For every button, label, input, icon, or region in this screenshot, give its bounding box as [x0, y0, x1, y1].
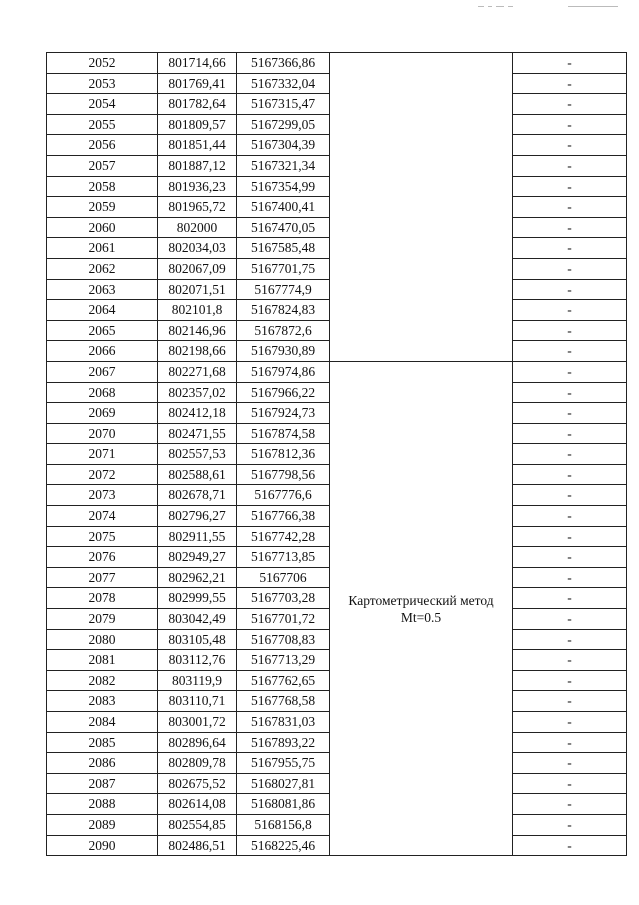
y-coordinate-cell: 5167812,36 [237, 444, 330, 465]
x-coordinate-cell: 803110,71 [158, 691, 237, 712]
accuracy-cell: - [513, 773, 627, 794]
x-coordinate-cell: 803001,72 [158, 712, 237, 733]
point-number-cell: 2067 [47, 361, 158, 382]
point-number-cell: 2086 [47, 753, 158, 774]
accuracy-cell: - [513, 94, 627, 115]
accuracy-cell: - [513, 485, 627, 506]
accuracy-cell: - [513, 629, 627, 650]
x-coordinate-cell: 802896,64 [158, 732, 237, 753]
x-coordinate-cell: 801782,64 [158, 94, 237, 115]
x-coordinate-cell: 801714,66 [158, 53, 237, 74]
y-coordinate-cell: 5168081,86 [237, 794, 330, 815]
y-coordinate-cell: 5167354,99 [237, 176, 330, 197]
y-coordinate-cell: 5167924,73 [237, 403, 330, 424]
y-coordinate-cell: 5167955,75 [237, 753, 330, 774]
y-coordinate-cell: 5167470,05 [237, 217, 330, 238]
x-coordinate-cell: 801769,41 [158, 73, 237, 94]
x-coordinate-cell: 802357,02 [158, 382, 237, 403]
y-coordinate-cell: 5167701,72 [237, 609, 330, 630]
y-coordinate-cell: 5168225,46 [237, 835, 330, 856]
accuracy-cell: - [513, 444, 627, 465]
accuracy-cell: - [513, 341, 627, 362]
x-coordinate-cell: 802271,68 [158, 361, 237, 382]
accuracy-cell: - [513, 114, 627, 135]
y-coordinate-cell: 5167713,85 [237, 547, 330, 568]
accuracy-cell: - [513, 279, 627, 300]
y-coordinate-cell: 5167930,89 [237, 341, 330, 362]
y-coordinate-cell: 5167768,58 [237, 691, 330, 712]
point-number-cell: 2087 [47, 773, 158, 794]
point-number-cell: 2084 [47, 712, 158, 733]
method-accuracy: Mt=0.5 [400, 609, 442, 625]
method-cell-empty [330, 53, 513, 362]
accuracy-cell: - [513, 53, 627, 74]
y-coordinate-cell: 5167701,75 [237, 258, 330, 279]
point-number-cell: 2066 [47, 341, 158, 362]
x-coordinate-cell: 802949,27 [158, 547, 237, 568]
x-coordinate-cell: 801965,72 [158, 197, 237, 218]
accuracy-cell: - [513, 320, 627, 341]
y-coordinate-cell: 5167966,22 [237, 382, 330, 403]
point-number-cell: 2056 [47, 135, 158, 156]
accuracy-cell: - [513, 258, 627, 279]
y-coordinate-cell: 5167366,86 [237, 53, 330, 74]
method-name: Картометрический метод [348, 592, 494, 608]
y-coordinate-cell: 5167299,05 [237, 114, 330, 135]
x-coordinate-cell: 803105,48 [158, 629, 237, 650]
x-coordinate-cell: 802962,21 [158, 567, 237, 588]
accuracy-cell: - [513, 588, 627, 609]
point-number-cell: 2065 [47, 320, 158, 341]
x-coordinate-cell: 802588,61 [158, 464, 237, 485]
point-number-cell: 2088 [47, 794, 158, 815]
y-coordinate-cell: 5167774,9 [237, 279, 330, 300]
accuracy-cell: - [513, 464, 627, 485]
accuracy-cell: - [513, 423, 627, 444]
accuracy-cell: - [513, 382, 627, 403]
x-coordinate-cell: 802554,85 [158, 814, 237, 835]
accuracy-cell: - [513, 547, 627, 568]
point-number-cell: 2089 [47, 814, 158, 835]
accuracy-cell: - [513, 650, 627, 671]
point-number-cell: 2081 [47, 650, 158, 671]
point-number-cell: 2076 [47, 547, 158, 568]
y-coordinate-cell: 5167831,03 [237, 712, 330, 733]
y-coordinate-cell: 5167708,83 [237, 629, 330, 650]
accuracy-cell: - [513, 814, 627, 835]
x-coordinate-cell: 802101,8 [158, 300, 237, 321]
accuracy-cell: - [513, 135, 627, 156]
x-coordinate-cell: 802146,96 [158, 320, 237, 341]
point-number-cell: 2061 [47, 238, 158, 259]
point-number-cell: 2069 [47, 403, 158, 424]
accuracy-cell: - [513, 753, 627, 774]
accuracy-cell: - [513, 732, 627, 753]
table-row [47, 53, 627, 74]
point-number-cell: 2085 [47, 732, 158, 753]
y-coordinate-cell: 5167974,86 [237, 361, 330, 382]
accuracy-cell: - [513, 176, 627, 197]
point-number-cell: 2068 [47, 382, 158, 403]
accuracy-cell: - [513, 526, 627, 547]
y-coordinate-cell: 5167315,47 [237, 94, 330, 115]
x-coordinate-cell: 802067,09 [158, 258, 237, 279]
x-coordinate-cell: 802412,18 [158, 403, 237, 424]
point-number-cell: 2083 [47, 691, 158, 712]
accuracy-cell: - [513, 197, 627, 218]
point-number-cell: 2057 [47, 155, 158, 176]
accuracy-cell: - [513, 73, 627, 94]
x-coordinate-cell: 802034,03 [158, 238, 237, 259]
point-number-cell: 2059 [47, 197, 158, 218]
y-coordinate-cell: 5167713,29 [237, 650, 330, 671]
accuracy-cell: - [513, 217, 627, 238]
method-cell [330, 361, 513, 855]
x-coordinate-cell: 802471,55 [158, 423, 237, 444]
y-coordinate-cell: 5167706 [237, 567, 330, 588]
y-coordinate-cell: 5167776,6 [237, 485, 330, 506]
x-coordinate-cell: 801809,57 [158, 114, 237, 135]
x-coordinate-cell: 803042,49 [158, 609, 237, 630]
accuracy-cell: - [513, 670, 627, 691]
y-coordinate-cell: 5167893,22 [237, 732, 330, 753]
x-coordinate-cell: 802675,52 [158, 773, 237, 794]
point-number-cell: 2053 [47, 73, 158, 94]
table-row [47, 361, 627, 382]
x-coordinate-cell: 802614,08 [158, 794, 237, 815]
point-number-cell: 2064 [47, 300, 158, 321]
x-coordinate-cell: 802198,66 [158, 341, 237, 362]
point-number-cell: 2077 [47, 567, 158, 588]
x-coordinate-cell: 801887,12 [158, 155, 237, 176]
x-coordinate-cell: 802071,51 [158, 279, 237, 300]
y-coordinate-cell: 5168027,81 [237, 773, 330, 794]
accuracy-cell: - [513, 691, 627, 712]
accuracy-cell: - [513, 712, 627, 733]
x-coordinate-cell: 803119,9 [158, 670, 237, 691]
x-coordinate-cell: 801936,23 [158, 176, 237, 197]
y-coordinate-cell: 5167872,6 [237, 320, 330, 341]
point-number-cell: 2070 [47, 423, 158, 444]
y-coordinate-cell: 5167332,04 [237, 73, 330, 94]
point-number-cell: 2072 [47, 464, 158, 485]
y-coordinate-cell: 5167874,58 [237, 423, 330, 444]
point-number-cell: 2073 [47, 485, 158, 506]
x-coordinate-cell: 803112,76 [158, 650, 237, 671]
point-number-cell: 2063 [47, 279, 158, 300]
point-number-cell: 2052 [47, 53, 158, 74]
accuracy-cell: - [513, 835, 627, 856]
x-coordinate-cell: 801851,44 [158, 135, 237, 156]
x-coordinate-cell: 802486,51 [158, 835, 237, 856]
point-number-cell: 2058 [47, 176, 158, 197]
y-coordinate-cell: 5167762,65 [237, 670, 330, 691]
accuracy-cell: - [513, 238, 627, 259]
y-coordinate-cell: 5168156,8 [237, 814, 330, 835]
accuracy-cell: - [513, 300, 627, 321]
x-coordinate-cell: 802796,27 [158, 506, 237, 527]
point-number-cell: 2071 [47, 444, 158, 465]
point-number-cell: 2082 [47, 670, 158, 691]
y-coordinate-cell: 5167321,34 [237, 155, 330, 176]
x-coordinate-cell: 802557,53 [158, 444, 237, 465]
point-number-cell: 2055 [47, 114, 158, 135]
point-number-cell: 2075 [47, 526, 158, 547]
coordinates-table-body [47, 53, 627, 856]
point-number-cell: 2074 [47, 506, 158, 527]
scan-specks [478, 6, 628, 9]
y-coordinate-cell: 5167742,28 [237, 526, 330, 547]
accuracy-cell: - [513, 506, 627, 527]
coordinates-table [46, 52, 627, 856]
accuracy-cell: - [513, 155, 627, 176]
accuracy-cell: - [513, 609, 627, 630]
y-coordinate-cell: 5167824,83 [237, 300, 330, 321]
point-number-cell: 2062 [47, 258, 158, 279]
x-coordinate-cell: 802678,71 [158, 485, 237, 506]
x-coordinate-cell: 802809,78 [158, 753, 237, 774]
accuracy-cell: - [513, 794, 627, 815]
y-coordinate-cell: 5167766,38 [237, 506, 330, 527]
accuracy-cell: - [513, 361, 627, 382]
y-coordinate-cell: 5167703,28 [237, 588, 330, 609]
y-coordinate-cell: 5167304,39 [237, 135, 330, 156]
accuracy-cell: - [513, 567, 627, 588]
point-number-cell: 2080 [47, 629, 158, 650]
y-coordinate-cell: 5167798,56 [237, 464, 330, 485]
x-coordinate-cell: 802911,55 [158, 526, 237, 547]
x-coordinate-cell: 802999,55 [158, 588, 237, 609]
y-coordinate-cell: 5167400,41 [237, 197, 330, 218]
point-number-cell: 2090 [47, 835, 158, 856]
point-number-cell: 2054 [47, 94, 158, 115]
point-number-cell: 2078 [47, 588, 158, 609]
accuracy-cell: - [513, 403, 627, 424]
point-number-cell: 2079 [47, 609, 158, 630]
x-coordinate-cell: 802000 [158, 217, 237, 238]
y-coordinate-cell: 5167585,48 [237, 238, 330, 259]
point-number-cell: 2060 [47, 217, 158, 238]
